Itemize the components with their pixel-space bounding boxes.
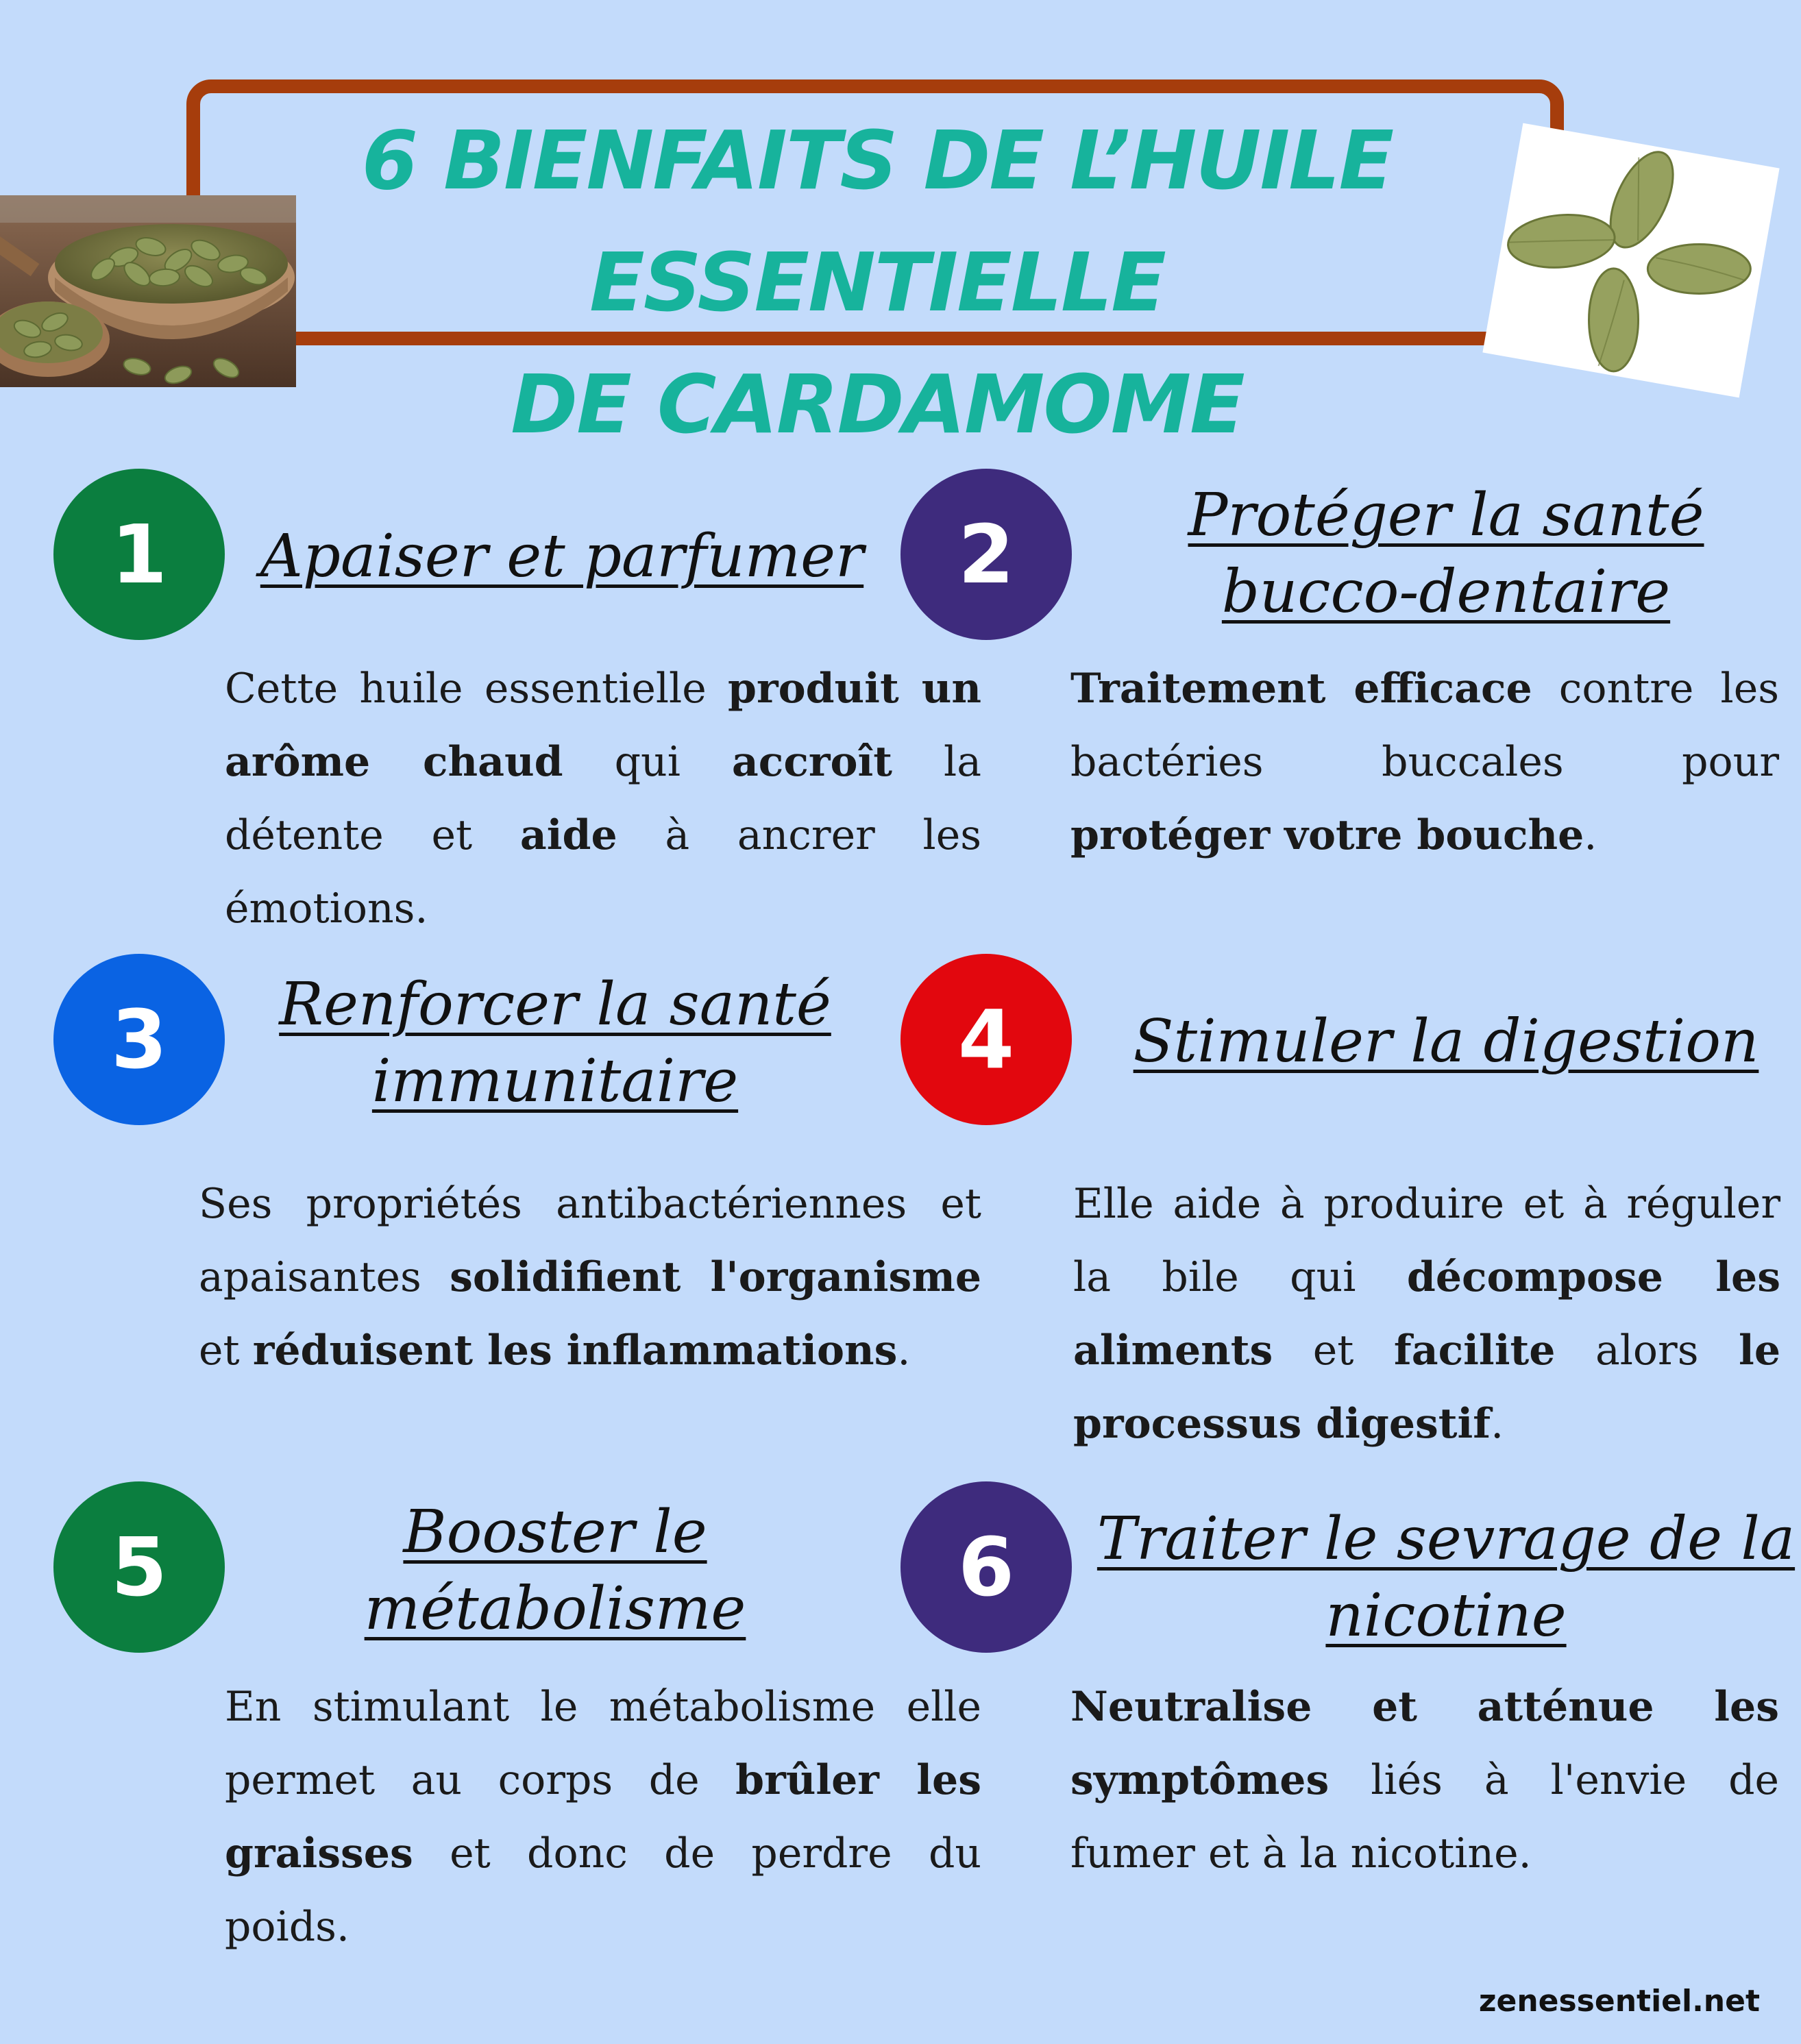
number-4: 4 <box>957 992 1015 1087</box>
number-circle-6 <box>900 1481 1072 1653</box>
cardamom-pods-photo <box>1480 116 1782 404</box>
heading-5-line-1: Booster le <box>403 1498 707 1566</box>
site-credit: zenessentiel.net <box>1478 1984 1760 2019</box>
heading-3 <box>226 966 884 1120</box>
body-5: En stimulant le métabolisme elle permet au corps de brûler les graisses et donc de perdre du poids. <box>225 1683 981 1951</box>
number-3: 3 <box>110 992 168 1087</box>
title-line-2: DE CARDAMOME <box>511 357 1244 452</box>
heading-3-line-1: Renforcer la santé <box>279 970 831 1039</box>
body-6: Neutralise et atténue les symptômes liés à l'envie de fumer et à la nicotine. <box>1070 1683 1779 1877</box>
number-circle-2 <box>900 469 1072 640</box>
heading-2 <box>1103 477 1789 630</box>
body-1: Cette huile essentielle produit un arôme chaud qui accroît la détente et aide à ancrer les émotions. <box>225 665 981 933</box>
heading-3-line-2: immunitaire <box>371 1047 739 1116</box>
heading-5 <box>260 1494 850 1647</box>
number-5: 5 <box>110 1520 168 1614</box>
number-circle-5 <box>53 1481 225 1653</box>
body-4: Elle aide à produire et à réguler la bile qui décompose les aliments et facilite alors le processus digestif. <box>1073 1180 1780 1448</box>
number-circle-1 <box>53 469 225 640</box>
number-6: 6 <box>957 1520 1015 1614</box>
body-3: Ses propriétés antibactériennes et apaisantes solidifient l'organisme et réduisent les inflammations. <box>199 1180 981 1375</box>
heading-6-line-2: nicotine <box>1325 1581 1567 1650</box>
number-2: 2 <box>957 507 1015 602</box>
page-title <box>206 99 1549 465</box>
heading-4 <box>1131 1003 1761 1080</box>
heading-6-line-1: Traiter le sevrage de la <box>1096 1505 1796 1573</box>
body-2: Traitement efficace contre les bactéries buccales pour protéger votre bouche. <box>1070 665 1780 859</box>
heading-5-line-2: métabolisme <box>364 1575 746 1643</box>
heading-2-line-2: bucco-dentaire <box>1221 558 1671 626</box>
heading-2-line-1: Protéger la santé <box>1188 481 1704 550</box>
heading-1-line-1: Apaiser et parfumer <box>260 522 864 591</box>
heading-6 <box>1096 1501 1796 1654</box>
number-1: 1 <box>110 507 168 602</box>
heading-1 <box>240 518 884 595</box>
cardamom-bowl-photo <box>0 195 296 387</box>
number-circle-4 <box>900 954 1072 1125</box>
title-line-1: 6 BIENFAITS DE L’HUILE ESSENTIELLE <box>361 113 1393 330</box>
heading-4-line-1: Stimuler la digestion <box>1133 1007 1759 1076</box>
number-circle-3 <box>53 954 225 1125</box>
